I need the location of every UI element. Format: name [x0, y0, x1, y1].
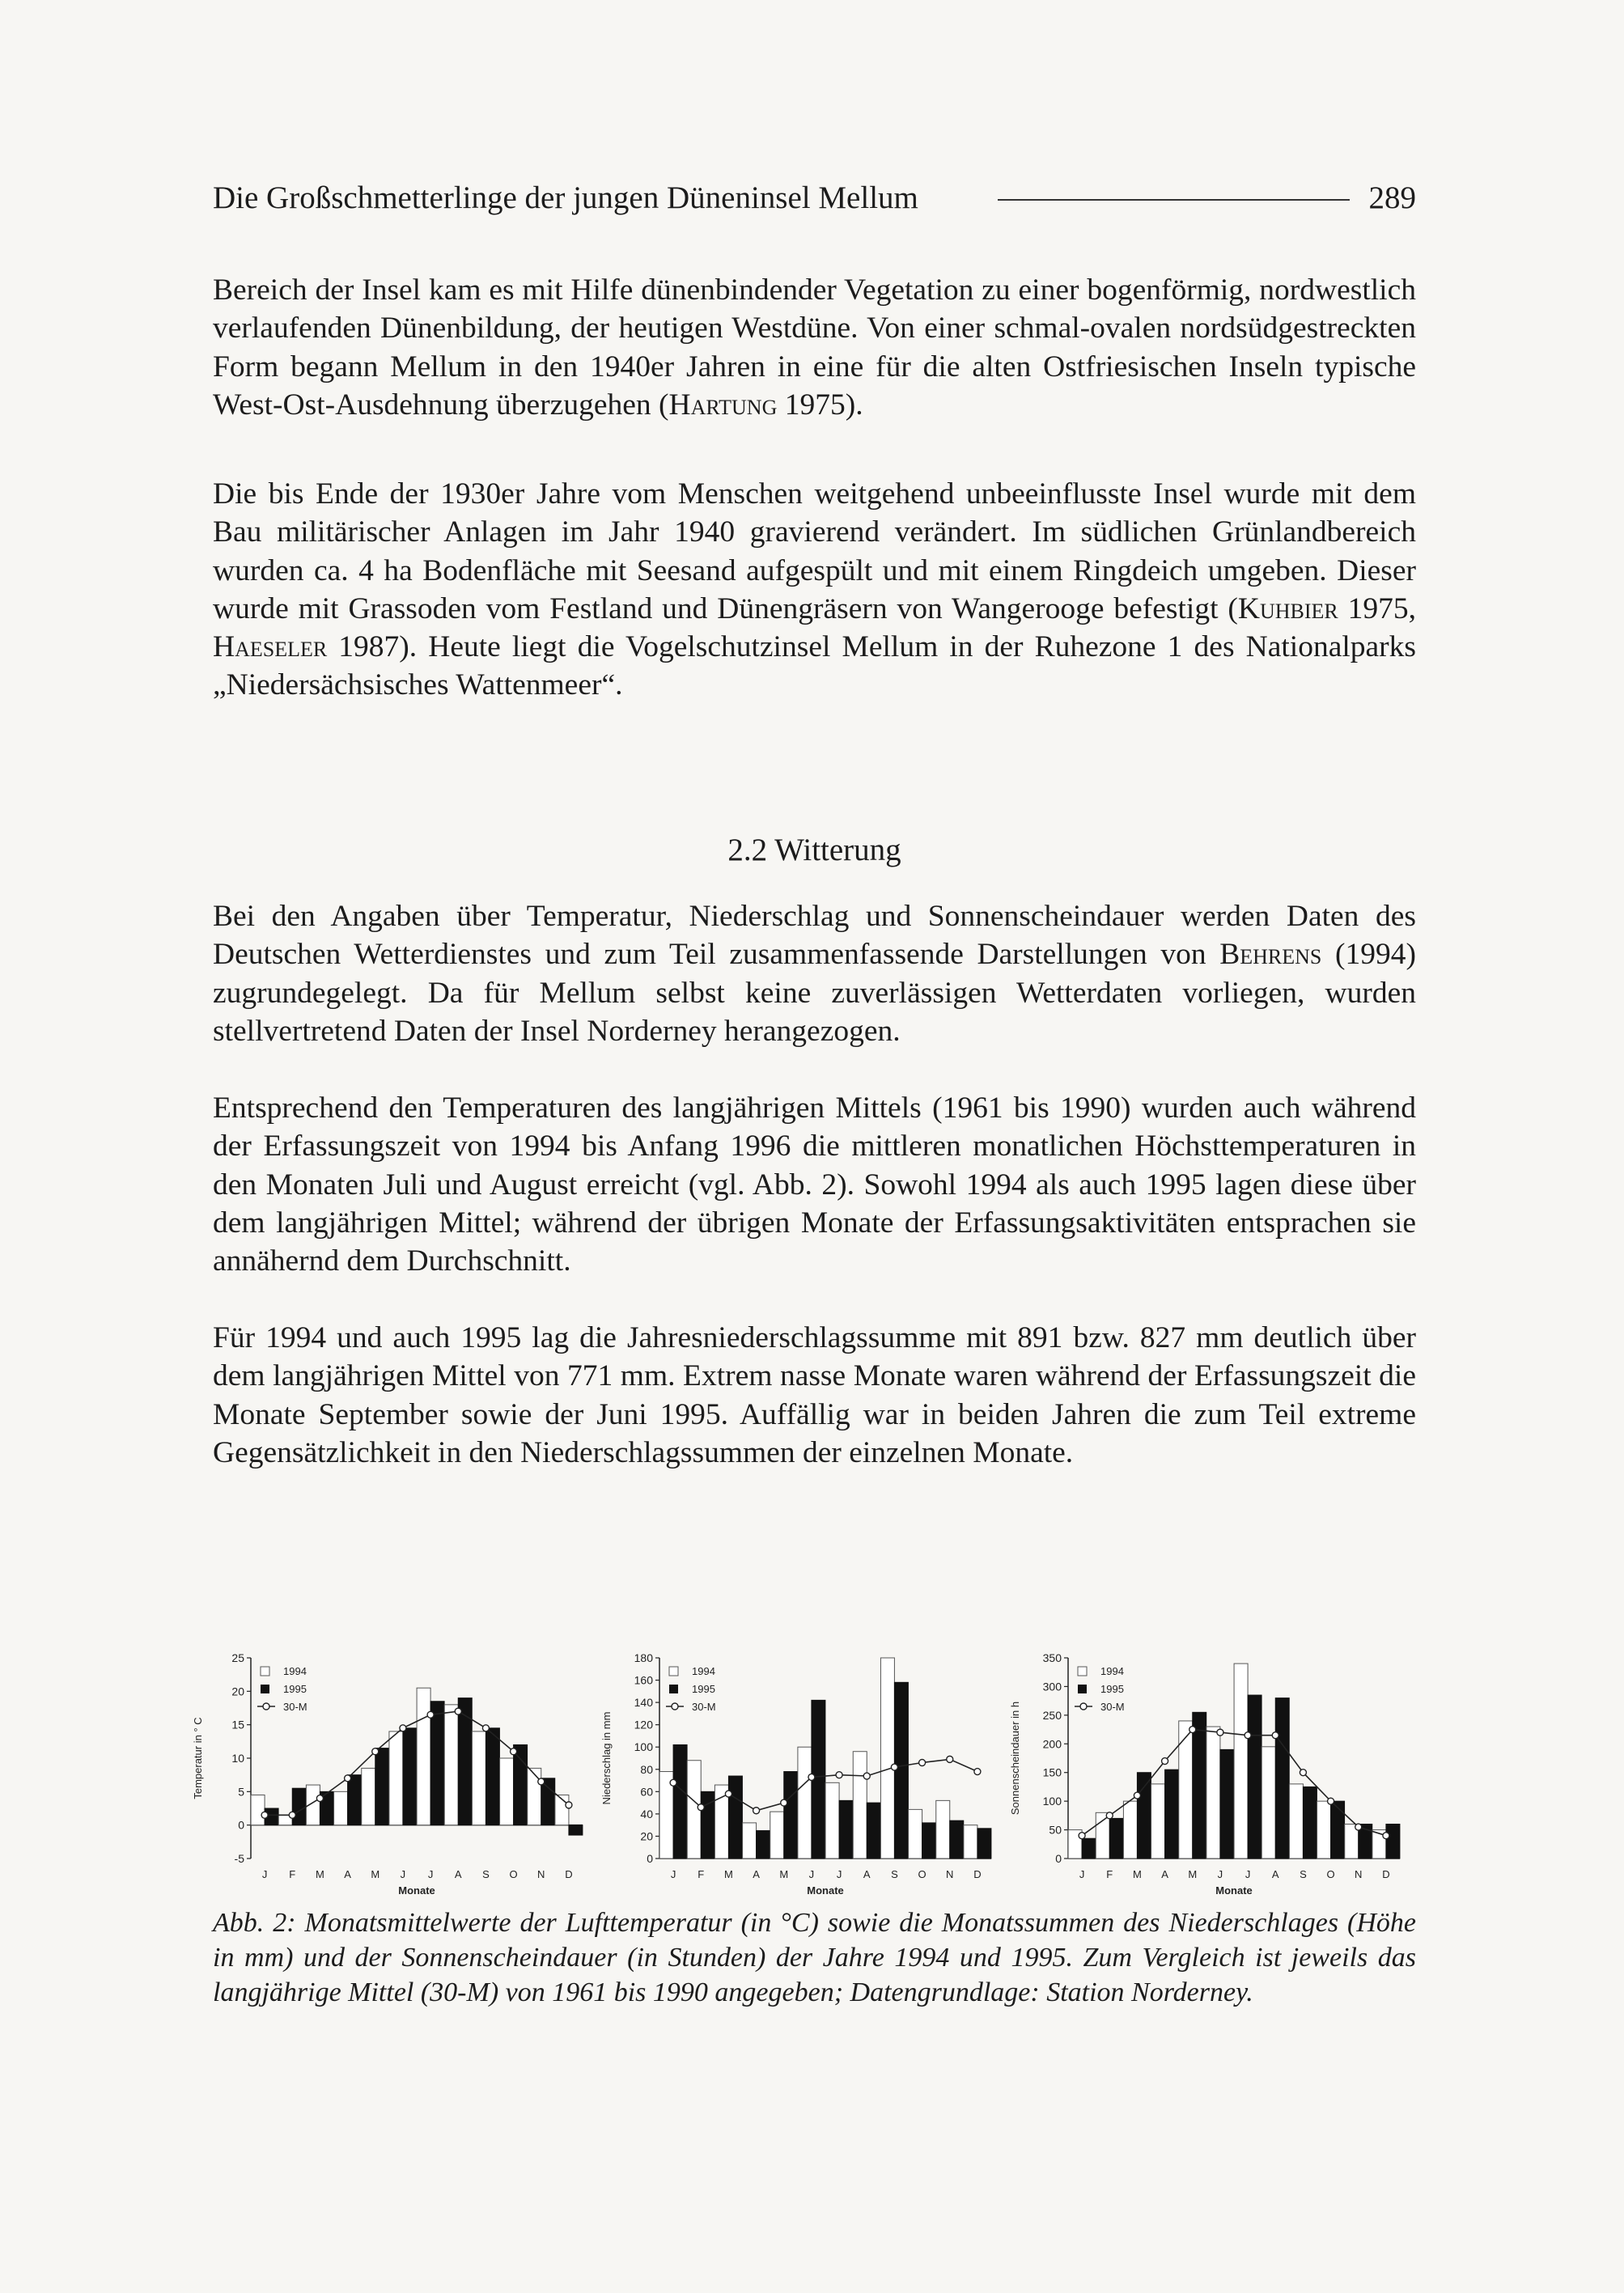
y-tick-label: 0: [647, 1852, 653, 1865]
line-point: [1217, 1729, 1223, 1736]
x-tick-label: F: [698, 1868, 705, 1880]
line-point: [836, 1772, 842, 1778]
x-tick-label: J: [836, 1868, 842, 1880]
bar-1994: [1179, 1721, 1193, 1859]
x-tick-label: S: [1300, 1868, 1307, 1880]
bar-1994: [880, 1658, 894, 1859]
sunshine-chart-svg: [999, 1647, 1408, 1897]
x-tick-label: D: [973, 1868, 982, 1880]
bar-1994: [798, 1747, 812, 1859]
legend-label: 1995: [692, 1683, 715, 1695]
x-axis-label: Monate: [1215, 1884, 1253, 1897]
author-name: Kuhbier: [1237, 591, 1338, 625]
bar-1994: [964, 1825, 977, 1859]
x-tick-label: A: [454, 1868, 462, 1880]
y-tick-label: -5: [234, 1852, 244, 1865]
bar-1995: [1220, 1749, 1234, 1859]
header-rule: [998, 199, 1350, 201]
bar-1994: [1234, 1664, 1248, 1859]
x-tick-label: J: [1217, 1868, 1223, 1880]
legend-label: 30-M: [692, 1701, 716, 1713]
line-point: [1300, 1770, 1306, 1776]
bar-1994: [1289, 1784, 1303, 1859]
bar-1995: [839, 1800, 853, 1859]
x-tick-label: A: [1161, 1868, 1168, 1880]
y-tick-label: 0: [1055, 1852, 1062, 1865]
x-tick-label: A: [753, 1868, 760, 1880]
temperature-chart-svg: [182, 1647, 591, 1897]
bar-1995: [292, 1788, 306, 1825]
y-tick-label: 180: [634, 1651, 653, 1664]
bar-1994: [936, 1800, 950, 1859]
author-name: Hartung: [668, 388, 778, 422]
line-point: [863, 1773, 870, 1779]
y-axis-label: Temperatur in ° C: [192, 1717, 204, 1799]
bar-1994: [251, 1795, 265, 1825]
x-tick-label: S: [891, 1868, 898, 1880]
paragraph-2: Die bis Ende der 1930er Jahre vom Menschen weitgehend unbeeinflusste Insel wurde mit dem Bau militärischer Anlagen im Jahr 1940 gravierend verändert. Im südlichen Grünlandbereich wurden ca. 4 ha Bodenfläche mit Seesand aufgespült und mit einem Ringdeich umgeben. Dieser wurde mit Grassoden vom Festland und Dünengräsern von Wangerooge befestigt (Kuhbier 1975, Haeseler 1987). Heute liegt die Vogelschutzinsel Mellum in der Ruhezone 1 des Nationalparks „Niedersächsisches Wattenmeer“.: [213, 477, 1417, 702]
running-header: [213, 180, 1416, 223]
bar-1995: [1193, 1712, 1206, 1859]
x-tick-label: D: [1382, 1868, 1390, 1880]
bar-1994: [909, 1809, 922, 1859]
x-tick-label: J: [400, 1868, 406, 1880]
y-axis-label: Sonnenscheindauer in h: [1009, 1701, 1021, 1816]
line-point: [538, 1778, 545, 1785]
x-tick-label: O: [509, 1868, 518, 1880]
bar-1994: [1096, 1812, 1109, 1859]
legend-label: 1994: [283, 1665, 307, 1677]
y-tick-label: 100: [1042, 1795, 1062, 1808]
line-point: [1162, 1758, 1168, 1765]
line-point: [1383, 1833, 1389, 1839]
bar-1994: [389, 1731, 403, 1825]
bar-1994: [1151, 1784, 1165, 1859]
line-point: [1272, 1732, 1278, 1739]
x-tick-label: M: [1132, 1868, 1142, 1880]
line-point: [947, 1756, 953, 1762]
legend-label: 1994: [1100, 1665, 1124, 1677]
bar-1995: [673, 1744, 687, 1859]
legend-label: 30-M: [1100, 1701, 1125, 1713]
line-point: [345, 1775, 351, 1782]
bar-1994: [334, 1791, 348, 1825]
x-tick-label: D: [565, 1868, 573, 1880]
bar-1995: [1331, 1801, 1345, 1859]
y-tick-label: 140: [634, 1696, 653, 1710]
x-tick-label: M: [723, 1868, 733, 1880]
line-point: [1106, 1812, 1113, 1819]
x-tick-label: J: [670, 1868, 676, 1880]
bar-1995: [728, 1776, 742, 1859]
line-point: [919, 1760, 926, 1766]
legend-swatch-1994: [669, 1667, 678, 1676]
page-number: 289: [1368, 180, 1416, 215]
y-axis-label: Niederschlag in mm: [600, 1711, 613, 1805]
paragraph-4: Entsprechend den Temperaturen des langjährigen Mittels (1961 bis 1990) wurden auch während der Erfassungszeit von 1994 bis Anfang 1996 die mittleren monatlichen Höchsttemperaturen in den Monaten Juli und August erreicht (vgl. Abb. 2). Sowohl 1994 als auch 1995 lagen diese über dem langjährigen Mittel; während der übrigen Monate der Erfassungsaktivitäten entsprachen sie annähernd dem Durchschnitt.: [213, 1091, 1416, 1278]
bar-1995: [1082, 1838, 1096, 1859]
x-axis-label: Monate: [807, 1884, 844, 1897]
bar-1995: [403, 1728, 417, 1825]
line-point: [400, 1725, 406, 1731]
bar-1995: [430, 1702, 444, 1825]
y-tick-label: 160: [634, 1673, 653, 1687]
x-tick-label: J: [1245, 1868, 1251, 1880]
y-tick-label: 250: [1042, 1708, 1062, 1722]
bar-1995: [1275, 1698, 1289, 1859]
legend-label: 1995: [1100, 1683, 1124, 1695]
line-point: [1245, 1732, 1251, 1739]
y-tick-label: 60: [640, 1785, 653, 1799]
running-title: Die Großschmetterlinge der jungen Düneninsel Mellum: [213, 180, 918, 215]
bar-1994: [444, 1705, 458, 1825]
line-point: [511, 1748, 517, 1755]
bar-1994: [1261, 1747, 1275, 1859]
bar-1995: [1165, 1770, 1179, 1859]
y-tick-label: 25: [231, 1651, 244, 1664]
bar-1995: [950, 1820, 964, 1859]
x-tick-label: F: [1106, 1868, 1113, 1880]
bar-1995: [757, 1831, 770, 1859]
bar-1995: [867, 1803, 880, 1859]
bar-1994: [1123, 1801, 1137, 1859]
line-point: [482, 1725, 489, 1731]
line-point: [372, 1748, 379, 1755]
bar-1994: [1317, 1801, 1331, 1859]
x-axis-label: Monate: [398, 1884, 435, 1897]
legend-label: 30-M: [283, 1701, 307, 1713]
x-tick-label: A: [1271, 1868, 1279, 1880]
paragraph-5: Für 1994 und auch 1995 lag die Jahresniederschlagssumme mit 891 bzw. 827 mm deutlich über dem langjährigen Mittel von 771 mm. Extrem nasse Monate waren während der Erfassungszeit die Monate September sowie der Juni 1995. Auffällig war in beiden Jahren die zum Teil extreme Gegensätzlichkeit in den Niederschlagssummen der einzelnen Monate.: [213, 1321, 1416, 1469]
bar-1995: [1248, 1695, 1261, 1859]
line-point: [670, 1779, 676, 1786]
bar-1994: [528, 1768, 541, 1825]
bar-1994: [770, 1812, 784, 1859]
legend-marker: [263, 1703, 269, 1710]
bar-1994: [1206, 1727, 1220, 1859]
x-tick-label: M: [779, 1868, 789, 1880]
paragraph-1: Bereich der Insel kam es mit Hilfe dünenbindender Vegetation zu einer bogenförmig, nordwestlich verlaufenden Dünenbildung, der heutigen Westdüne. Von einer schmal-ovalen nordsüdgestreckten Form begann Mellum in den 1940er Jahren in eine für die alten Ostfriesischen Inseln typische West-Ost-Ausdehnung überzugehen (Hartung 1975).: [213, 273, 1416, 422]
line-point: [725, 1791, 731, 1797]
legend-label: 1994: [692, 1665, 715, 1677]
bar-1995: [375, 1748, 389, 1825]
precipitation-chart-svg: [591, 1647, 999, 1897]
bar-1995: [348, 1775, 362, 1825]
bar-1995: [1109, 1818, 1123, 1859]
legend-swatch-1994: [261, 1667, 269, 1676]
y-tick-label: 10: [231, 1752, 244, 1765]
legend-swatch-1995: [669, 1685, 678, 1693]
x-tick-label: J: [261, 1868, 268, 1880]
author-name: Behrens: [1219, 938, 1322, 972]
y-tick-label: 40: [640, 1807, 653, 1820]
temperature-chart: [182, 1647, 591, 1897]
x-tick-label: J: [1079, 1868, 1085, 1880]
y-tick-label: 15: [231, 1718, 244, 1731]
line-point: [566, 1802, 572, 1808]
paragraph-3: Bei den Angaben über Temperatur, Niederschlag und Sonnenscheindauer werden Daten des Deutschen Wetterdienstes und zum Teil zusammenfassende Darstellungen von Behrens (1994) zugrundegelegt. Da für Mellum selbst keine zuverlässigen Wetterdaten vorliegen, wurden stellvertretend Daten der Insel Norderney herangezogen.: [213, 900, 1416, 1048]
y-tick-label: 120: [634, 1718, 653, 1731]
x-tick-label: S: [482, 1868, 490, 1880]
bar-1994: [500, 1758, 514, 1825]
y-tick-label: 150: [1042, 1765, 1062, 1779]
x-tick-label: J: [808, 1868, 815, 1880]
y-tick-label: 20: [640, 1829, 653, 1843]
legend-swatch-1994: [1078, 1667, 1087, 1676]
y-tick-label: 300: [1042, 1680, 1062, 1693]
x-tick-label: N: [1355, 1868, 1363, 1880]
line-point: [698, 1804, 704, 1811]
bar-1995: [541, 1778, 555, 1825]
bar-1995: [784, 1772, 798, 1859]
x-tick-label: M: [1188, 1868, 1198, 1880]
precipitation-chart: [591, 1647, 999, 1897]
author-name: Haeseler: [213, 630, 328, 664]
sunshine-chart: [999, 1647, 1408, 1897]
x-tick-label: N: [946, 1868, 954, 1880]
bar-1995: [1303, 1787, 1317, 1859]
y-tick-label: 0: [238, 1818, 244, 1832]
x-tick-label: M: [371, 1868, 380, 1880]
legend-swatch-1995: [261, 1685, 269, 1693]
bar-1995: [1137, 1773, 1151, 1859]
line-point: [1328, 1798, 1334, 1804]
bar-1994: [853, 1752, 867, 1859]
line-point: [455, 1708, 461, 1714]
line-point: [1189, 1727, 1196, 1733]
bar-1995: [514, 1744, 528, 1825]
bar-1994: [743, 1823, 757, 1859]
bar-1994: [417, 1688, 430, 1825]
x-tick-label: J: [427, 1868, 434, 1880]
x-tick-label: N: [537, 1868, 545, 1880]
x-tick-label: F: [289, 1868, 296, 1880]
legend-marker: [672, 1703, 678, 1710]
bar-1995: [458, 1698, 472, 1825]
bar-1995: [977, 1829, 991, 1859]
figure-caption: Abb. 2: Monatsmittelwerte der Lufttemperatur (in °C) sowie die Monatssummen des Niederschlages (Höhe in mm) und der Sonnenscheindauer (in Stunden) der Jahre 1994 und 1995. Zum Vergleich ist jeweils das langjährige Mittel (30-M) von 1961 bis 1990 angegeben; Datengrundlage: Station Norderney.: [213, 1908, 1416, 2007]
x-tick-label: M: [315, 1868, 324, 1880]
bar-1994: [825, 1782, 839, 1859]
x-tick-label: A: [344, 1868, 351, 1880]
x-tick-label: A: [863, 1868, 871, 1880]
bar-1995: [1386, 1824, 1400, 1859]
section-heading: 2.2 Witterung: [727, 833, 901, 867]
y-tick-label: 5: [238, 1785, 244, 1799]
line-point: [316, 1795, 323, 1802]
line-point: [261, 1812, 268, 1818]
bar-1994: [472, 1731, 486, 1825]
bar-1995: [894, 1682, 908, 1859]
legend-marker: [1080, 1703, 1087, 1710]
line-point: [891, 1764, 897, 1770]
bar-1995: [569, 1825, 583, 1835]
y-tick-label: 100: [634, 1740, 653, 1754]
x-tick-label: O: [1326, 1868, 1335, 1880]
y-tick-label: 20: [231, 1685, 244, 1698]
line-point: [1079, 1833, 1085, 1839]
line-point: [974, 1769, 981, 1775]
y-tick-label: 350: [1042, 1651, 1062, 1664]
legend-swatch-1995: [1078, 1685, 1087, 1693]
bar-1995: [486, 1728, 499, 1825]
x-tick-label: O: [918, 1868, 926, 1880]
line-point: [753, 1808, 760, 1814]
line-point: [289, 1812, 295, 1818]
legend-label: 1995: [283, 1683, 307, 1695]
line-point: [1134, 1792, 1140, 1799]
y-tick-label: 200: [1042, 1737, 1062, 1751]
line-point: [1355, 1824, 1362, 1830]
line-point: [808, 1774, 815, 1780]
line-point: [781, 1799, 787, 1806]
y-tick-label: 50: [1049, 1823, 1062, 1837]
line-point: [427, 1711, 434, 1718]
bar-1995: [922, 1823, 936, 1859]
bar-1994: [362, 1768, 375, 1825]
y-tick-label: 80: [640, 1762, 653, 1776]
